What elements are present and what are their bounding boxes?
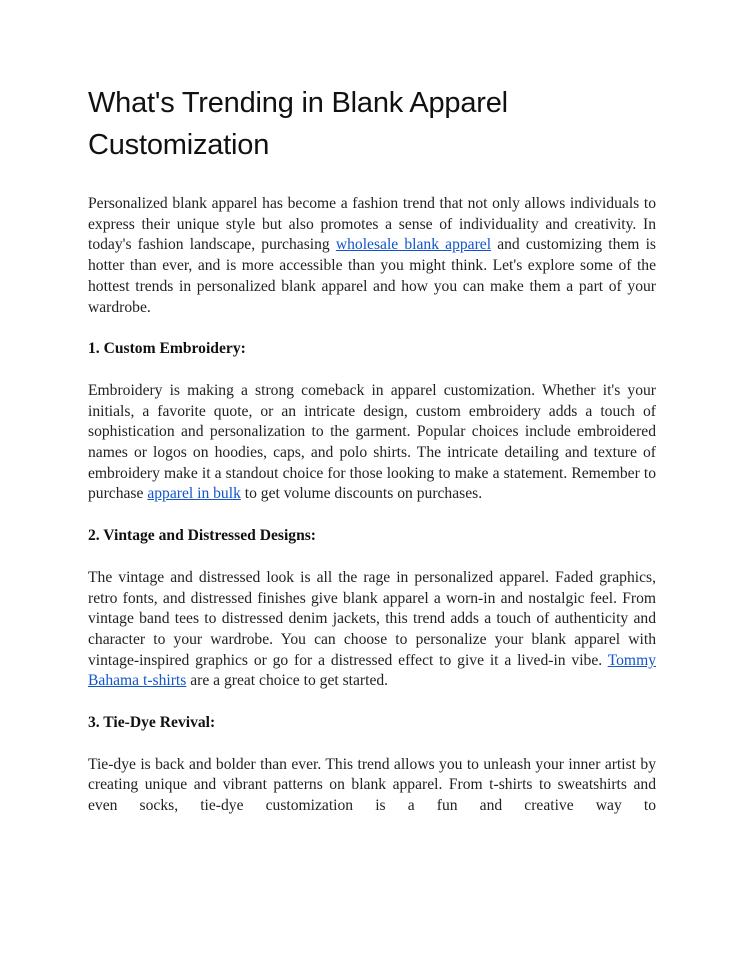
section-heading: 3. Tie-Dye Revival: [88, 714, 216, 732]
paragraph-text: Tie-dye is back and bolder than ever. This trend allows you to unleash your inner artist by creating unique and vibrant patterns on blank apparel. From t-shirts to sweatshirts and even socks, tie-dye customization is a fun and creative way to [88, 755, 656, 815]
page-title: What's Trending in Blank Apparel Customization [88, 87, 508, 161]
section-paragraph [88, 755, 656, 817]
intro-paragraph [88, 194, 656, 318]
apparel-in-bulk-link[interactable]: apparel in bulk [147, 485, 241, 503]
paragraph-text-cont: are a great choice to get started. [186, 672, 389, 690]
section-heading: 2. Vintage and Distressed Designs: [88, 527, 317, 545]
wholesale-blank-apparel-link[interactable]: wholesale blank apparel [335, 236, 492, 254]
paragraph-text-cont: to get volume discounts on purchases. [240, 485, 483, 503]
section-heading: 1. Custom Embroidery: [88, 340, 246, 358]
intro-text-cont: and customizing them is hotter than ever, and is more accessible than you might think. Let's explore some of the hottest trends in personalized blank apparel and how you can make them a part of your wardrobe. [88, 236, 656, 316]
intro-text: Personalized blank apparel has become a fashion trend that not only allows individuals to express their unique style but also promotes a sense of individuality and creativity. In today's fashion landscape, purchasing [88, 195, 656, 254]
section-paragraph [88, 381, 656, 505]
paragraph-text: Embroidery is making a strong comeback in apparel customization. Whether it's your initials, a favorite quote, or an intricate design, custom embroidery adds a touch of sophistication and personalization to the garment. Popular choices include embroidered names or logos on hoodies, caps, and polo shirts. The intricate detailing and texture of embroidery make it a standout choice for those looking to make a statement. Remember to purchase [88, 381, 656, 503]
paragraph-text: The vintage and distressed look is all the rage in personalized apparel. Faded graphics, retro fonts, and distressed finishes give blank apparel a worn-in and nostalgic feel. From vintage band tees to distressed denim jackets, this trend adds a touch of authenticity and character to your wardrobe. You can choose to personalize your blank apparel with vintage-inspired graphics or go for a distressed effect to give it a lived-in vibe. [88, 568, 656, 669]
document-page [88, 82, 656, 838]
tommy-bahama-link[interactable]: Tommy Bahama t-shirts [88, 651, 656, 690]
section-paragraph [88, 568, 656, 692]
